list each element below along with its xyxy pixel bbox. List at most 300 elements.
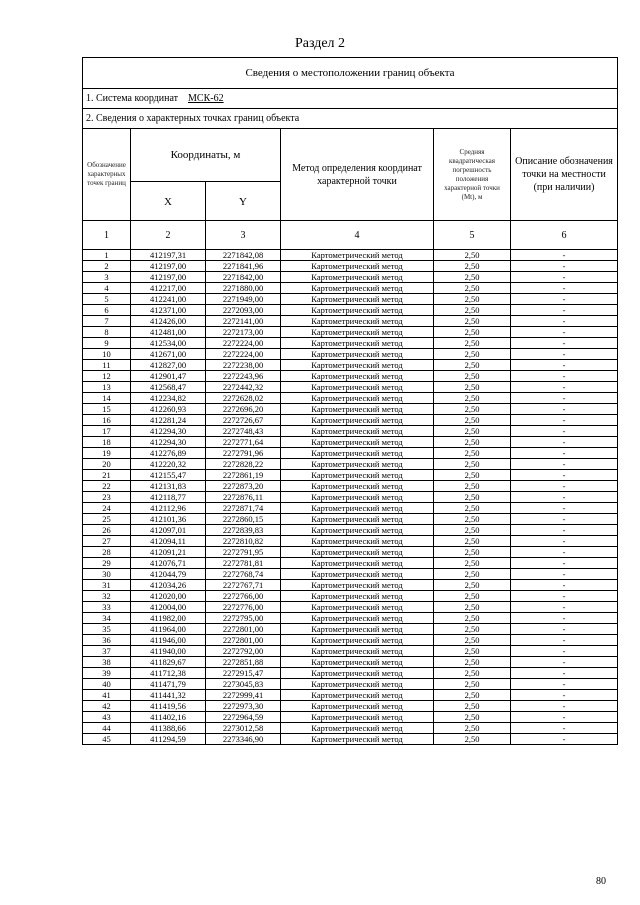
cell-x: 412281,24 (131, 415, 206, 426)
cell-x: 411402,16 (131, 712, 206, 723)
cell-description: - (511, 701, 618, 712)
table-row (83, 371, 618, 382)
cell-point-number: 37 (83, 646, 131, 657)
cell-y: 2272726,67 (206, 415, 281, 426)
cell-y: 2272243,96 (206, 371, 281, 382)
cell-accuracy: 2,50 (434, 371, 511, 382)
cell-x: 411712,38 (131, 668, 206, 679)
cell-method: Картометрический метод (281, 459, 434, 470)
table-row (83, 569, 618, 580)
coord-system-value: МСК-62 (188, 93, 224, 104)
cell-accuracy: 2,50 (434, 404, 511, 415)
cell-description: - (511, 349, 618, 360)
cell-description: - (511, 294, 618, 305)
table-row (83, 657, 618, 668)
cell-method: Картометрический метод (281, 558, 434, 569)
page-number: 80 (596, 876, 606, 887)
table-row (83, 470, 618, 481)
table-row (83, 360, 618, 371)
cell-method: Картометрический метод (281, 481, 434, 492)
table-row (83, 338, 618, 349)
table-row (83, 294, 618, 305)
cell-point-number: 14 (83, 393, 131, 404)
cell-method: Картометрический метод (281, 635, 434, 646)
cell-method: Картометрический метод (281, 723, 434, 734)
cell-x: 411388,66 (131, 723, 206, 734)
table-row (83, 305, 618, 316)
cell-point-number: 23 (83, 492, 131, 503)
cell-description: - (511, 514, 618, 525)
cell-description: - (511, 690, 618, 701)
table-row (83, 734, 618, 745)
cell-method: Картометрический метод (281, 305, 434, 316)
cell-description: - (511, 393, 618, 404)
column-number: 1 (83, 221, 131, 250)
table-row (83, 514, 618, 525)
cell-method: Картометрический метод (281, 569, 434, 580)
cell-method: Картометрический метод (281, 470, 434, 481)
cell-y: 2273045,83 (206, 679, 281, 690)
cell-point-number: 11 (83, 360, 131, 371)
cell-method: Картометрический метод (281, 646, 434, 657)
cell-accuracy: 2,50 (434, 459, 511, 470)
table-row (83, 547, 618, 558)
cell-point-number: 40 (83, 679, 131, 690)
cell-point-number: 6 (83, 305, 131, 316)
points-section-label: 2. Сведения о характерных точках границ объекта (83, 109, 618, 129)
cell-x: 412101,36 (131, 514, 206, 525)
cell-x: 412004,00 (131, 602, 206, 613)
cell-point-number: 15 (83, 404, 131, 415)
cell-point-number: 3 (83, 272, 131, 283)
cell-y: 2272766,00 (206, 591, 281, 602)
cell-method: Картометрический метод (281, 624, 434, 635)
cell-x: 411982,00 (131, 613, 206, 624)
cell-method: Картометрический метод (281, 272, 434, 283)
cell-point-number: 26 (83, 525, 131, 536)
cell-x: 412131,83 (131, 481, 206, 492)
cell-description: - (511, 624, 618, 635)
cell-y: 2272776,00 (206, 602, 281, 613)
cell-description: - (511, 547, 618, 558)
table-row (83, 316, 618, 327)
cell-x: 412241,00 (131, 294, 206, 305)
cell-point-number: 13 (83, 382, 131, 393)
cell-description: - (511, 591, 618, 602)
header-coords: Координаты, м (131, 129, 281, 182)
table-row (83, 591, 618, 602)
cell-y: 2272791,96 (206, 448, 281, 459)
cell-point-number: 12 (83, 371, 131, 382)
cell-method: Картометрический метод (281, 415, 434, 426)
table-row (83, 492, 618, 503)
table-row (83, 536, 618, 547)
cell-method: Картометрический метод (281, 404, 434, 415)
table-row (83, 679, 618, 690)
cell-accuracy: 2,50 (434, 305, 511, 316)
cell-y: 2272839,83 (206, 525, 281, 536)
cell-method: Картометрический метод (281, 613, 434, 624)
cell-method: Картометрический метод (281, 657, 434, 668)
cell-description: - (511, 382, 618, 393)
cell-point-number: 17 (83, 426, 131, 437)
cell-x: 412020,00 (131, 591, 206, 602)
table-row (83, 393, 618, 404)
cell-accuracy: 2,50 (434, 283, 511, 294)
cell-method: Картометрический метод (281, 283, 434, 294)
table-row (83, 404, 618, 415)
cell-accuracy: 2,50 (434, 679, 511, 690)
cell-point-number: 8 (83, 327, 131, 338)
cell-point-number: 39 (83, 668, 131, 679)
column-number: 4 (281, 221, 434, 250)
table-row (83, 448, 618, 459)
cell-y: 2272810,82 (206, 536, 281, 547)
table-row (83, 525, 618, 536)
cell-accuracy: 2,50 (434, 569, 511, 580)
cell-description: - (511, 723, 618, 734)
cell-accuracy: 2,50 (434, 360, 511, 371)
cell-point-number: 36 (83, 635, 131, 646)
cell-method: Картометрический метод (281, 668, 434, 679)
cell-y: 2272861,19 (206, 470, 281, 481)
header-y: Y (206, 182, 281, 221)
cell-method: Картометрический метод (281, 580, 434, 591)
cell-x: 411419,56 (131, 701, 206, 712)
cell-accuracy: 2,50 (434, 525, 511, 536)
cell-description: - (511, 316, 618, 327)
cell-method: Картометрический метод (281, 250, 434, 261)
cell-point-number: 29 (83, 558, 131, 569)
cell-y: 2272628,02 (206, 393, 281, 404)
cell-x: 412217,00 (131, 283, 206, 294)
cell-point-number: 2 (83, 261, 131, 272)
cell-accuracy: 2,50 (434, 547, 511, 558)
cell-x: 412197,00 (131, 272, 206, 283)
table-row (83, 668, 618, 679)
cell-x: 411964,00 (131, 624, 206, 635)
cell-y: 2272696,20 (206, 404, 281, 415)
cell-description: - (511, 679, 618, 690)
table-row (83, 712, 618, 723)
table-row (83, 503, 618, 514)
cell-accuracy: 2,50 (434, 558, 511, 569)
cell-x: 412568,47 (131, 382, 206, 393)
cell-y: 2272781,81 (206, 558, 281, 569)
cell-accuracy: 2,50 (434, 624, 511, 635)
cell-point-number: 31 (83, 580, 131, 591)
cell-description: - (511, 360, 618, 371)
cell-y: 2272964,59 (206, 712, 281, 723)
cell-y: 2273346,90 (206, 734, 281, 745)
cell-accuracy: 2,50 (434, 415, 511, 426)
cell-x: 411946,00 (131, 635, 206, 646)
cell-point-number: 42 (83, 701, 131, 712)
cell-x: 412097,01 (131, 525, 206, 536)
cell-description: - (511, 415, 618, 426)
cell-x: 412671,00 (131, 349, 206, 360)
cell-y: 2271841,96 (206, 261, 281, 272)
cell-accuracy: 2,50 (434, 470, 511, 481)
table-row (83, 250, 618, 261)
cell-point-number: 35 (83, 624, 131, 635)
cell-description: - (511, 492, 618, 503)
header-accuracy: Средняя квадратическая погрешность положения характерной точки (Mt), м (434, 129, 511, 221)
cell-point-number: 7 (83, 316, 131, 327)
cell-description: - (511, 470, 618, 481)
cell-y: 2272791,95 (206, 547, 281, 558)
cell-y: 2272768,74 (206, 569, 281, 580)
cell-accuracy: 2,50 (434, 316, 511, 327)
cell-method: Картометрический метод (281, 701, 434, 712)
cell-point-number: 5 (83, 294, 131, 305)
cell-x: 411441,32 (131, 690, 206, 701)
cell-description: - (511, 437, 618, 448)
table-row (83, 283, 618, 294)
cell-point-number: 32 (83, 591, 131, 602)
cell-description: - (511, 558, 618, 569)
column-number: 6 (511, 221, 618, 250)
cell-y: 2272973,30 (206, 701, 281, 712)
cell-y: 2272871,74 (206, 503, 281, 514)
header-method: Метод определения координат характерной точки (281, 129, 434, 221)
table-row (83, 613, 618, 624)
cell-y: 2272238,00 (206, 360, 281, 371)
cell-method: Картометрический метод (281, 602, 434, 613)
cell-accuracy: 2,50 (434, 481, 511, 492)
cell-x: 412426,00 (131, 316, 206, 327)
cell-point-number: 9 (83, 338, 131, 349)
cell-point-number: 41 (83, 690, 131, 701)
cell-x: 412481,00 (131, 327, 206, 338)
cell-point-number: 28 (83, 547, 131, 558)
cell-accuracy: 2,50 (434, 426, 511, 437)
table-row (83, 261, 618, 272)
table-row (83, 690, 618, 701)
cell-y: 2272876,11 (206, 492, 281, 503)
cell-accuracy: 2,50 (434, 591, 511, 602)
table-row (83, 624, 618, 635)
cell-description: - (511, 525, 618, 536)
table-row (83, 426, 618, 437)
cell-point-number: 30 (83, 569, 131, 580)
cell-description: - (511, 305, 618, 316)
cell-method: Картометрический метод (281, 294, 434, 305)
cell-accuracy: 2,50 (434, 250, 511, 261)
table-row (83, 349, 618, 360)
cell-method: Картометрический метод (281, 712, 434, 723)
cell-description: - (511, 272, 618, 283)
table-title: Сведения о местоположении границ объекта (83, 58, 618, 89)
cell-method: Картометрический метод (281, 338, 434, 349)
table-row (83, 558, 618, 569)
cell-x: 412294,30 (131, 437, 206, 448)
cell-x: 412534,00 (131, 338, 206, 349)
cell-y: 2272767,71 (206, 580, 281, 591)
cell-point-number: 38 (83, 657, 131, 668)
cell-method: Картометрический метод (281, 679, 434, 690)
cell-accuracy: 2,50 (434, 646, 511, 657)
cell-point-number: 21 (83, 470, 131, 481)
cell-y: 2272173,00 (206, 327, 281, 338)
cell-method: Картометрический метод (281, 437, 434, 448)
cell-y: 2272915,47 (206, 668, 281, 679)
column-number: 3 (206, 221, 281, 250)
cell-point-number: 16 (83, 415, 131, 426)
cell-y: 2272828,22 (206, 459, 281, 470)
boundary-points-table (82, 57, 618, 745)
cell-y: 2272093,00 (206, 305, 281, 316)
cell-x: 412260,93 (131, 404, 206, 415)
cell-x: 412197,00 (131, 261, 206, 272)
cell-accuracy: 2,50 (434, 261, 511, 272)
table-row (83, 459, 618, 470)
table-row (83, 415, 618, 426)
cell-accuracy: 2,50 (434, 580, 511, 591)
cell-x: 412197,31 (131, 250, 206, 261)
cell-x: 412091,21 (131, 547, 206, 558)
cell-x: 412294,30 (131, 426, 206, 437)
cell-accuracy: 2,50 (434, 657, 511, 668)
cell-method: Картометрический метод (281, 371, 434, 382)
cell-method: Картометрический метод (281, 734, 434, 745)
table-row (83, 580, 618, 591)
cell-x: 412276,89 (131, 448, 206, 459)
cell-description: - (511, 734, 618, 745)
cell-description: - (511, 668, 618, 679)
cell-accuracy: 2,50 (434, 635, 511, 646)
cell-x: 411294,59 (131, 734, 206, 745)
cell-x: 412901,47 (131, 371, 206, 382)
cell-point-number: 20 (83, 459, 131, 470)
cell-accuracy: 2,50 (434, 613, 511, 624)
cell-accuracy: 2,50 (434, 349, 511, 360)
cell-point-number: 33 (83, 602, 131, 613)
cell-method: Картометрический метод (281, 349, 434, 360)
cell-point-number: 22 (83, 481, 131, 492)
cell-method: Картометрический метод (281, 448, 434, 459)
cell-y: 2272873,20 (206, 481, 281, 492)
cell-y: 2271842,00 (206, 272, 281, 283)
cell-method: Картометрический метод (281, 690, 434, 701)
table-row (83, 327, 618, 338)
header-description: Описание обозначения точки на местности (при наличии) (511, 129, 618, 221)
cell-accuracy: 2,50 (434, 437, 511, 448)
cell-accuracy: 2,50 (434, 668, 511, 679)
cell-description: - (511, 569, 618, 580)
column-numbers-row (83, 221, 618, 250)
cell-description: - (511, 371, 618, 382)
cell-description: - (511, 536, 618, 547)
table-row (83, 437, 618, 448)
cell-method: Картометрический метод (281, 360, 434, 371)
cell-description: - (511, 503, 618, 514)
cell-y: 2272851,88 (206, 657, 281, 668)
column-number: 2 (131, 221, 206, 250)
table-row (83, 635, 618, 646)
cell-method: Картометрический метод (281, 393, 434, 404)
cell-accuracy: 2,50 (434, 723, 511, 734)
cell-description: - (511, 327, 618, 338)
cell-method: Картометрический метод (281, 503, 434, 514)
table-row (83, 481, 618, 492)
cell-x: 412076,71 (131, 558, 206, 569)
cell-x: 412220,32 (131, 459, 206, 470)
coord-system-row (83, 89, 618, 109)
cell-description: - (511, 459, 618, 470)
cell-method: Картометрический метод (281, 261, 434, 272)
cell-point-number: 25 (83, 514, 131, 525)
cell-y: 2271842,08 (206, 250, 281, 261)
cell-point-number: 18 (83, 437, 131, 448)
cell-y: 2272795,00 (206, 613, 281, 624)
cell-description: - (511, 426, 618, 437)
cell-y: 2272141,00 (206, 316, 281, 327)
table-row (83, 646, 618, 657)
cell-y: 2272999,41 (206, 690, 281, 701)
cell-y: 2272860,15 (206, 514, 281, 525)
cell-x: 411940,00 (131, 646, 206, 657)
cell-point-number: 19 (83, 448, 131, 459)
cell-accuracy: 2,50 (434, 536, 511, 547)
cell-x: 412044,79 (131, 569, 206, 580)
table-row (83, 272, 618, 283)
cell-point-number: 10 (83, 349, 131, 360)
cell-accuracy: 2,50 (434, 514, 511, 525)
cell-method: Картометрический метод (281, 382, 434, 393)
cell-method: Картометрический метод (281, 327, 434, 338)
cell-description: - (511, 283, 618, 294)
column-number: 5 (434, 221, 511, 250)
cell-accuracy: 2,50 (434, 503, 511, 514)
cell-method: Картометрический метод (281, 536, 434, 547)
cell-description: - (511, 646, 618, 657)
cell-point-number: 43 (83, 712, 131, 723)
table-row (83, 723, 618, 734)
cell-description: - (511, 481, 618, 492)
cell-accuracy: 2,50 (434, 338, 511, 349)
cell-y: 2271949,00 (206, 294, 281, 305)
cell-description: - (511, 602, 618, 613)
cell-x: 411471,79 (131, 679, 206, 690)
cell-method: Картометрический метод (281, 492, 434, 503)
cell-y: 2273012,58 (206, 723, 281, 734)
table-row (83, 382, 618, 393)
cell-point-number: 44 (83, 723, 131, 734)
cell-point-number: 34 (83, 613, 131, 624)
cell-accuracy: 2,50 (434, 712, 511, 723)
cell-accuracy: 2,50 (434, 492, 511, 503)
cell-accuracy: 2,50 (434, 327, 511, 338)
cell-method: Картометрический метод (281, 426, 434, 437)
cell-x: 412155,47 (131, 470, 206, 481)
cell-x: 412112,96 (131, 503, 206, 514)
cell-point-number: 1 (83, 250, 131, 261)
table-row (83, 602, 618, 613)
cell-x: 412094,11 (131, 536, 206, 547)
cell-accuracy: 2,50 (434, 382, 511, 393)
cell-accuracy: 2,50 (434, 448, 511, 459)
table-row (83, 701, 618, 712)
cell-x: 412371,00 (131, 305, 206, 316)
cell-method: Картометрический метод (281, 547, 434, 558)
cell-description: - (511, 657, 618, 668)
cell-method: Картометрический метод (281, 316, 434, 327)
header-designation: Обозначение характерных точек границ (83, 129, 131, 221)
cell-y: 2271880,00 (206, 283, 281, 294)
cell-point-number: 24 (83, 503, 131, 514)
cell-accuracy: 2,50 (434, 393, 511, 404)
